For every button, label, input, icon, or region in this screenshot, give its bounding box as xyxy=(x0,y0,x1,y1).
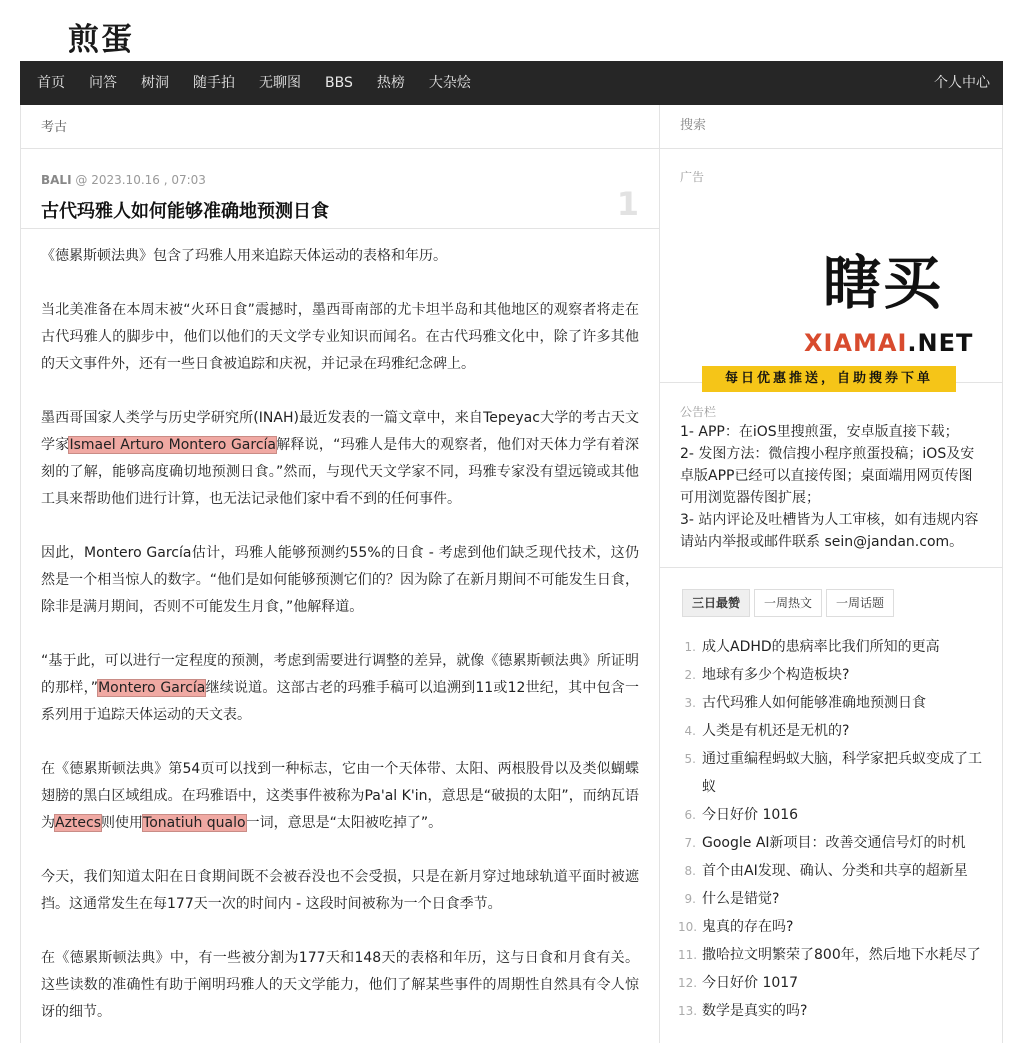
list-item-title[interactable]: 成人ADHD的患病率比我们所知的更高 xyxy=(702,639,940,655)
list-item[interactable] xyxy=(678,997,988,1025)
text-segment: 则使用 xyxy=(101,815,144,831)
list-item[interactable] xyxy=(678,969,988,997)
text-segment: 在《德累斯顿法典》第54页可以找到一种标志，它由一个天体带、太阳、两根股骨以及类似蝴蝶翅膀的黑白区域组成。在玛雅语中，这类事件被称为Pa'al K'in，意思是“破损的太阳”，而纳瓦语为 xyxy=(41,761,639,831)
nav-item-funny-pics[interactable]: 无聊图 xyxy=(259,75,301,91)
list-number: 6. xyxy=(684,808,696,822)
text-segment: 解释说，“玛雅人是伟大的观察者，他们对天体力学有着深刻的了解，能够高度确切地预测日食。”然而，与现代天文学家不同，玛雅专家没有望远镜或其他工具来帮助他们进行计算，也无法记录他们家中看不到的任何事件。 xyxy=(41,437,639,507)
list-item[interactable] xyxy=(678,717,988,745)
paragraph xyxy=(41,756,639,837)
logo-text: 煎蛋 xyxy=(68,22,134,58)
list-item-title[interactable]: 通过重编程蚂蚁大脑，科学家把兵蚁变成了工蚁 xyxy=(702,751,982,795)
paragraph: 当北美准备在本周末被“火环日食”震撼时，墨西哥南部的尤卡坦半岛和其他地区的观察者将走在古代玛雅人的脚步中，他们以他们的天文学专业知识而闻名。在古代玛雅文化中，除了许多其他的天文事件外，还有一些日食被追踪和庆祝，并记录在玛雅纪念碑上。 xyxy=(41,302,639,372)
post-header xyxy=(21,149,659,229)
paragraph xyxy=(41,405,639,513)
list-item-title[interactable]: 今日好价 1016 xyxy=(702,807,799,823)
list-number: 11. xyxy=(678,948,698,962)
text-segment: 一词，意思是“太阳被吃掉了”。 xyxy=(245,815,443,831)
nav-item-qa[interactable]: 问答 xyxy=(89,75,117,91)
ad-block xyxy=(660,149,1002,386)
list-number: 9. xyxy=(684,892,696,906)
paragraph xyxy=(41,648,639,729)
nav-menu xyxy=(20,61,478,105)
highlighted-term: Aztecs xyxy=(55,815,102,831)
list-item-title[interactable]: 地球有多少个构造板块? xyxy=(702,667,850,683)
board-label: 公告栏 xyxy=(680,405,717,419)
list-number: 12. xyxy=(678,976,698,990)
highlighted-name: Ismael Arturo Montero García xyxy=(69,437,276,453)
announcement-board xyxy=(660,383,1002,568)
ad-domain-tld: NET xyxy=(917,329,974,357)
list-item-title[interactable]: Google AI新项目：改善交通信号灯的时机 xyxy=(702,835,966,851)
hot-list xyxy=(678,633,988,1025)
article-body xyxy=(21,229,659,1026)
post-meta xyxy=(41,173,206,187)
post-author[interactable]: BALI xyxy=(41,173,72,187)
nav-item-hot[interactable]: 热榜 xyxy=(376,75,405,91)
text-segment: 墨西哥国家人类学与历史学研究所(INAH)最近发表的一篇文章中，来自Tepeyac大学的考古天文学家 xyxy=(41,410,639,453)
post-date: 2023.10.16 , 07:03 xyxy=(91,173,206,187)
nav-item-home[interactable]: 首页 xyxy=(37,75,65,91)
list-item-title[interactable]: 鬼真的存在吗? xyxy=(702,919,794,935)
list-item[interactable] xyxy=(678,941,988,969)
list-item-title[interactable]: 数学是真实的吗? xyxy=(702,1003,808,1019)
nav-item-bbs[interactable]: BBS xyxy=(325,75,353,91)
hot-tabs xyxy=(682,589,898,617)
list-item-title[interactable]: 古代玛雅人如何能够准确地预测日食 xyxy=(702,695,926,711)
list-number: 1. xyxy=(684,640,696,654)
list-item[interactable] xyxy=(678,885,988,913)
ad-domain-dot: . xyxy=(907,329,918,357)
category-link[interactable]: 考古 xyxy=(41,120,68,135)
list-item[interactable] xyxy=(678,633,988,661)
post-at: @ xyxy=(75,173,88,187)
list-number: 4. xyxy=(684,724,696,738)
list-item[interactable] xyxy=(678,913,988,941)
text-segment: 继续说道。这部古老的玛雅手稿可以追溯到11或12世纪，其中包含一系列用于追踪天体运动的天文表。 xyxy=(41,680,639,723)
board-line: 2- 发图方法：微信搜小程序煎蛋投稿；iOS及安卓版APP已经可以直接传图；桌面端用网页传图可用浏览器传图扩展； xyxy=(680,446,975,506)
list-number: 13. xyxy=(678,1004,698,1018)
list-item[interactable] xyxy=(678,829,988,857)
paragraph: 因此，Montero García估计，玛雅人能够预测约55%的日食 - 考虑到他们缺乏现代技术，这仍然是一个相当惊人的数字。“他们是如何能够预测它们的？因为除了在新月期间不可能发生日食，除非是满月期间，否则不可能发生月食，”他解释道。 xyxy=(41,545,639,615)
list-item-title[interactable]: 首个由AI发现、确认、分类和共享的超新星 xyxy=(702,863,968,879)
list-number: 3. xyxy=(684,696,696,710)
nav-item-snapshot[interactable]: 随手拍 xyxy=(193,75,235,91)
post-title: 古代玛雅人如何能够准确地预测日食 xyxy=(41,201,329,222)
list-number: 10. xyxy=(678,920,698,934)
paragraph: 今天，我们知道太阳在日食期间既不会被吞没也不会受损，只是在新月穿过地球轨道平面时被遮挡。这通常发生在每177天一次的时间内 - 这段时间被称为一个日食季节。 xyxy=(41,869,639,912)
text-segment: “基于此，可以进行一定程度的预测，考虑到需要进行调整的差异，就像《德累斯顿法典》所证明的那样，” xyxy=(41,653,639,696)
list-item-title[interactable]: 什么是错觉? xyxy=(702,891,780,907)
list-item[interactable] xyxy=(678,661,988,689)
ad-domain xyxy=(804,329,973,357)
main-navbar xyxy=(20,61,1003,105)
post-number: 1 xyxy=(616,185,639,223)
list-item-title[interactable]: 撒哈拉文明繁荣了800年，然后地下水耗尽了 xyxy=(702,947,981,963)
list-item[interactable] xyxy=(678,689,988,717)
board-line: 3- 站内评论及吐槽皆为人工审核，如有违规内容请站内举报或邮件联系 sein@jandan.com。 xyxy=(680,512,979,550)
tab-week-hot[interactable]: 一周热文 xyxy=(754,589,822,617)
highlighted-term: Tonatiuh qualo xyxy=(143,815,246,831)
list-number: 8. xyxy=(684,864,696,878)
sidebar xyxy=(660,105,1003,1043)
list-item[interactable] xyxy=(678,801,988,829)
ad-label: 广告 xyxy=(680,170,705,184)
tab-3day-top[interactable]: 三日最赞 xyxy=(682,589,750,617)
search-label: 搜索 xyxy=(680,118,707,133)
list-number: 7. xyxy=(684,836,696,850)
nav-item-misc[interactable]: 大杂烩 xyxy=(428,75,471,91)
ad-brand-text: 瞎买 xyxy=(823,249,944,317)
board-content xyxy=(680,421,983,553)
paragraph: 在《德累斯顿法典》中，有一些被分割为177天和148天的表格和年历，这与日食和月食有关。这些读数的准确性有助于阐明玛雅人的天文学能力，他们了解某些事件的周期性自然具有令人惊讶的细节。 xyxy=(41,950,639,1020)
tab-week-topic[interactable]: 一周话题 xyxy=(826,589,894,617)
list-item-title[interactable]: 人类是有机还是无机的? xyxy=(702,723,850,739)
list-number: 5. xyxy=(684,752,696,766)
list-item-title[interactable]: 今日好价 1017 xyxy=(702,975,799,991)
list-number: 2. xyxy=(684,668,696,682)
search-box[interactable] xyxy=(660,105,1002,149)
list-item[interactable] xyxy=(678,745,988,801)
site-logo[interactable] xyxy=(68,22,134,58)
highlighted-name: Montero García xyxy=(98,680,206,696)
paragraph: 《德累斯顿法典》包含了玛雅人用来追踪天体运动的表格和年历。 xyxy=(41,248,447,264)
main-column xyxy=(20,105,660,1043)
category-breadcrumb xyxy=(21,105,659,149)
list-item[interactable] xyxy=(678,857,988,885)
ad-domain-part: XIAMAI xyxy=(804,329,908,357)
user-center-link[interactable]: 个人中心 xyxy=(934,75,990,91)
nav-item-treehole[interactable]: 树洞 xyxy=(141,75,169,91)
ad-slogan: 每日优惠推送，自助搜券下单 xyxy=(702,366,956,392)
board-line: 1- APP：在iOS里搜煎蛋，安卓版直接下载； xyxy=(680,424,959,440)
